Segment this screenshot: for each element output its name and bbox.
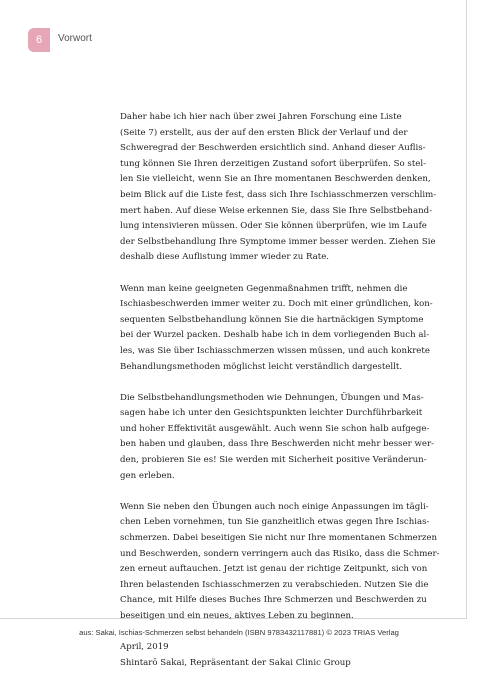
text-line: Wenn Sie neben den Übungen auch noch einige Anpassungen im tägli-	[120, 501, 429, 512]
text-line: der Selbstbehandlung Ihre Symptome immer besser werden. Ziehen Sie	[120, 236, 436, 247]
text-line: zen erneut auftauchen. Jetzt ist genau der richtige Zeitpunkt, sich von	[120, 564, 428, 575]
text-line: Daher habe ich hier nach über zwei Jahren Forschung eine Liste	[120, 112, 402, 122]
paragraph	[120, 391, 442, 485]
text-line: Ischiasbeschwerden immer weiter zu. Doch mit einer gründlichen, kon-	[120, 299, 433, 310]
text-line: beim Blick auf die Liste fest, dass sich Ihre Ischiasschmerzen verschlim-	[120, 189, 437, 200]
text-line: tung können Sie Ihren derzeitigen Zustand sofort überprüfen. So stel-	[120, 158, 427, 169]
text-line: gen erleben.	[120, 470, 175, 481]
text-line: les, was Sie über Ischiasschmerzen wissen müssen, und auch konkrete	[120, 345, 430, 356]
text-line: Schweregrad der Beschwerden ersichtlich sind. Anhand dieser Auflis-	[120, 143, 426, 154]
text-line: und Beschwerden, sondern verringern auch das Risiko, dass die Schmer-	[120, 548, 440, 559]
text-line: bei der Wurzel packen. Deshalb habe ich in dem vorliegenden Buch al-	[120, 330, 430, 341]
paragraph	[120, 500, 442, 625]
text-line: chen Leben vornehmen, tun Sie ganzheitlich etwas gegen Ihre Ischias-	[120, 517, 430, 528]
text-line: Wenn man keine geeigneten Gegenmaßnahmen trifft, nehmen die	[120, 283, 408, 294]
footer-credit: aus: Sakai, Ischias-Schmerzen selbst behandeln (ISBN 9783432117881) © 2023 TRIAS Verlag	[79, 628, 399, 637]
text-line: sequenten Selbstbehandlung können Sie die hartnäckigen Symptome	[120, 314, 424, 325]
signature-author: Shintarō Sakai, Repräsentant der Sakai Clinic Group	[120, 657, 351, 668]
text-line: beseitigen und ein neues, aktives Leben zu beginnen.	[120, 611, 354, 621]
signature-block	[120, 640, 442, 671]
running-header-title: Vorwort	[58, 33, 92, 44]
paragraph	[120, 110, 442, 266]
text-line: Die Selbstbehandlungsmethoden wie Dehnungen, Übungen und Mas-	[120, 392, 424, 403]
text-line: schmerzen. Dabei beseitigen Sie nicht nur Ihre momentanen Schmerzen	[120, 533, 437, 544]
text-line: lung intensivieren müssen. Oder Sie können überprüfen, wie im Laufe	[120, 221, 427, 232]
text-line: Chance, mit Hilfe dieses Buches Ihre Schmerzen und Beschwerden zu	[120, 595, 427, 606]
text-line: und hoher Effektivität ausgewählt. Auch wenn Sie schon halb aufgege-	[120, 423, 430, 434]
text-line: ben haben und glauben, dass Ihre Beschwerden nicht mehr besser wer-	[120, 439, 434, 450]
text-line: Behandlungsmethoden möglichst leicht verständlich dargestellt.	[120, 361, 403, 372]
text-line: len Sie vielleicht, wenn Sie an Ihre momentanen Beschwerden denken,	[120, 174, 431, 185]
text-line: deshalb diese Auflistung immer wieder zu Rate.	[120, 252, 330, 263]
text-line: (Seite 7) erstellt, aus der auf den ersten Blick der Verlauf und der	[120, 127, 408, 138]
page-number-badge: 6	[28, 28, 50, 52]
text-line: den, probieren Sie es! Sie werden mit Sicherheit positive Veränderun-	[120, 455, 427, 466]
body-text	[120, 110, 442, 687]
text-line: Ihren belastenden Ischiasschmerzen zu verabschieden. Nutzen Sie die	[120, 579, 429, 590]
paragraph	[120, 282, 442, 376]
text-line: sagen habe ich unter den Gesichtspunkten leichter Durchführbarkeit	[120, 408, 423, 419]
signature-date: April, 2019	[120, 642, 169, 653]
text-line: mert haben. Auf diese Weise erkennen Sie, dass Sie Ihre Selbstbehand-	[120, 205, 433, 216]
